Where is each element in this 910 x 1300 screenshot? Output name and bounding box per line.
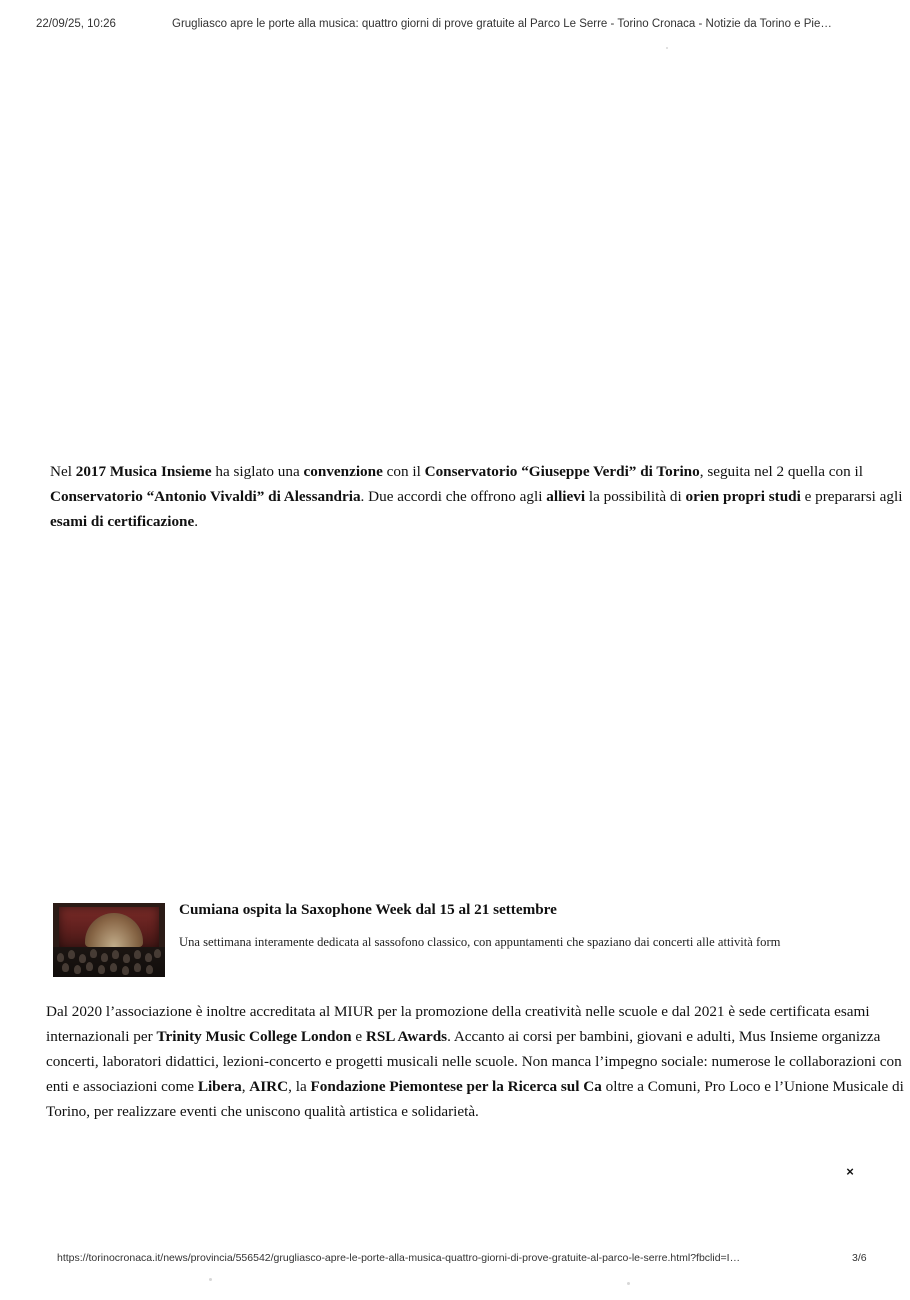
print-page-number: 3/6 — [852, 1252, 867, 1264]
related-article-thumbnail[interactable] — [53, 903, 165, 977]
print-document-title: Grugliasco apre le porte alla musica: quattro giorni di prove gratuite al Parco Le Serre - Torino Cronaca - Notizie da Torino e Pie… — [172, 18, 832, 30]
scan-speck — [209, 1278, 212, 1281]
print-source-url: https://torinocronaca.it/news/provincia/556542/grugliasco-apre-le-porte-alla-musica-quattro-giorni-di-prove-gratuite-al-parco-le-serre.html?fbclid=I… — [57, 1252, 741, 1264]
close-icon[interactable]: × — [846, 1164, 854, 1179]
thumbnail-stage-shape — [59, 907, 159, 951]
related-article-title[interactable]: Cumiana ospita la Saxophone Week dal 15 al 21 settembre — [179, 901, 557, 918]
print-header — [0, 18, 910, 36]
related-article-card[interactable] — [53, 901, 883, 981]
scan-speck — [666, 47, 668, 49]
paragraph-miur: Dal 2020 l’associazione è inoltre accreditata al MIUR per la promozione della creatività nelle scuole e dal 2021 è sede certificata esami internazionali per Trinity Music College London e RSL Awards. Accanto ai corsi per bambini, giovani e adulti, Mus Insieme organizza concerti, laboratori didattici, lezioni-concerto e progetti musicali nelle scuole. Non manca l’impegno sociale: numerose le collaborazioni con enti e associazioni come Libera, AIRC, la Fondazione Piemontese per la Ricerca sul Ca oltre a Comuni, Pro Loco e l’Unione Musicale di Torino, per realizzare eventi che uniscono qualità artistica e solidarietà. — [46, 1003, 904, 1120]
related-article-excerpt: Una settimana interamente dedicata al sassofono classico, con appuntamenti che spaziano dai concerti alle attività form — [179, 935, 781, 949]
paragraph-convenzione: Nel 2017 Musica Insieme ha siglato una convenzione con il Conservatorio “Giuseppe Verdi” di Torino, seguita nel 2 quella con il Conservatorio “Antonio Vivaldi” di Alessandria. Due accordi che offrono agli allievi la possibilità di orien propri studi e prepararsi agli esami di certificazione. — [50, 463, 903, 530]
scan-speck — [627, 1282, 630, 1285]
print-date: 22/09/25, 10:26 — [36, 18, 116, 30]
thumbnail-crowd-shape — [53, 947, 165, 977]
thumbnail-arch-shape — [85, 913, 143, 947]
